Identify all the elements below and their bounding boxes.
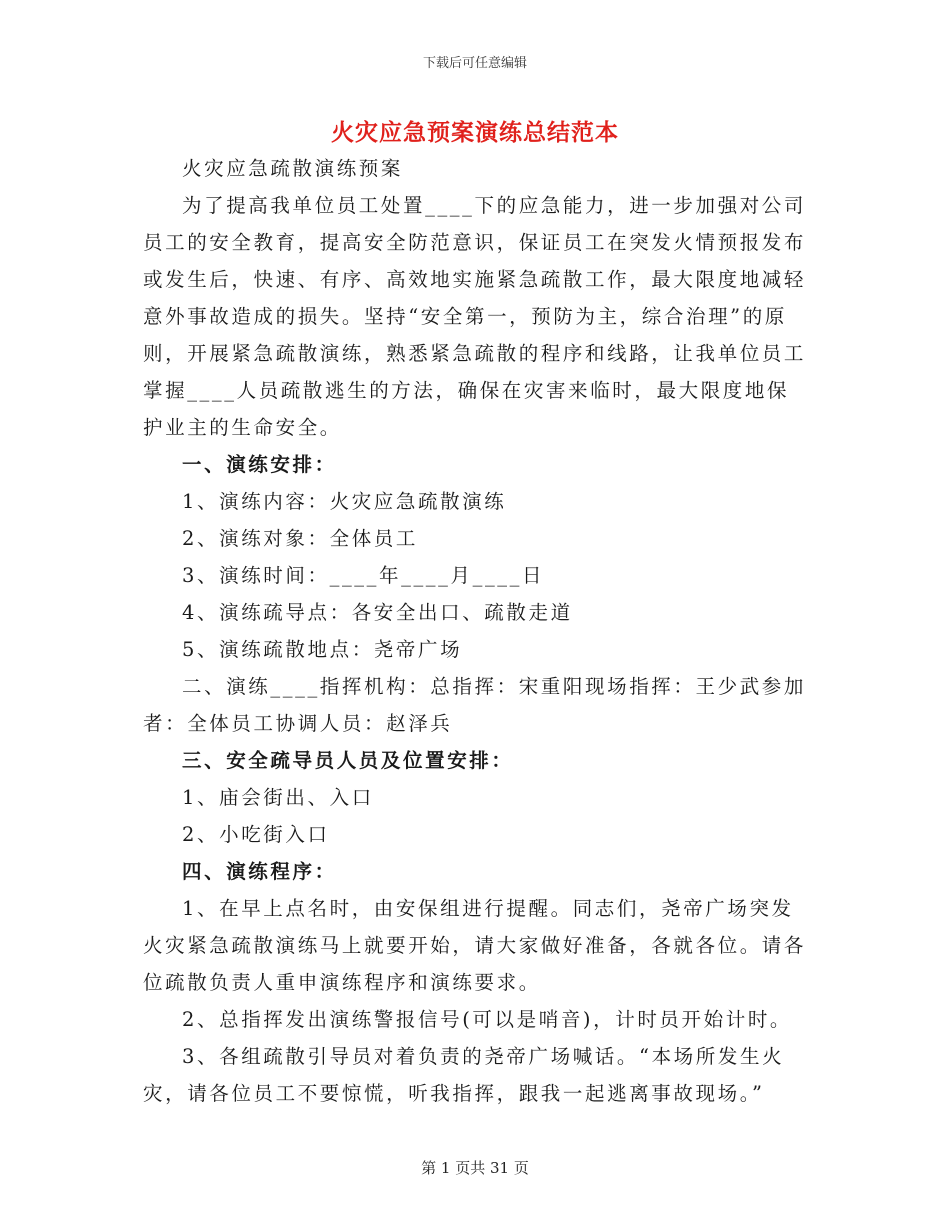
header-note: 下载后可任意编辑 bbox=[422, 56, 527, 71]
section1-item: 5、演练疏散地点：尧帝广场 bbox=[182, 638, 463, 661]
section3-item: 1、庙会街出、入口 bbox=[182, 786, 374, 809]
section3-item: 2、小吃街入口 bbox=[182, 823, 330, 846]
document-title: 火灾应急预案演练总结范本 bbox=[331, 119, 619, 146]
section4-paragraph: 1、在早上点名时，由安保组进行提醒。同志们，尧帝广场突发火灾紧急疏散演练马上就要开始，请大家做好准备，各就各位。请各位疏散负责人重申演练程序和演练要求。 bbox=[143, 897, 807, 994]
subtitle: 火灾应急疏散演练预案 bbox=[182, 157, 404, 180]
section1-item: 3、演练时间：____年____月____日 bbox=[182, 564, 545, 587]
section1-heading: 一、演练安排： bbox=[182, 453, 337, 476]
intro-paragraph: 为了提高我单位员工处置____下的应急能力，进一步加强对公司员工的安全教育，提高安全防范意识，保证员工在突发火情预报发布或发生后，快速、有序、高效地实施紧急疏散工作，最大限度地减轻意外事故造成的损失。坚持“安全第一，预防为主，综合治理”的原则，开展紧急疏散演练，熟悉紧急疏散的程序和线路，让我单位员工掌握____人员疏散逃生的方法，确保在灾害来临时，最大限度地保护业主的生命安全。 bbox=[143, 194, 807, 439]
section3-heading: 三、安全疏导员人员及位置安排： bbox=[182, 749, 514, 772]
section1-item: 4、演练疏导点：各安全出口、疏散走道 bbox=[182, 601, 573, 624]
section4-heading: 四、演练程序： bbox=[182, 860, 337, 883]
section4-paragraph: 2、总指挥发出演练警报信号(可以是哨音)，计时员开始计时。 bbox=[182, 1008, 793, 1031]
section1-item: 1、演练内容：火灾应急疏散演练 bbox=[182, 490, 507, 513]
section1-item: 2、演练对象：全体员工 bbox=[182, 527, 419, 550]
document-body bbox=[143, 150, 811, 1112]
section4-paragraph: 3、各组疏散引导员对着负责的尧帝广场喊话。“本场所发生火灾，请各位员工不要惊慌，听我指挥，跟我一起逃离事故现场。” bbox=[143, 1045, 785, 1105]
page-number-footer: 第 1 页共 31 页 bbox=[421, 1159, 529, 1177]
section2-text: 二、演练____指挥机构：总指挥：宋重阳现场指挥：王少武参加者：全体员工协调人员：赵泽兵 bbox=[143, 675, 807, 735]
